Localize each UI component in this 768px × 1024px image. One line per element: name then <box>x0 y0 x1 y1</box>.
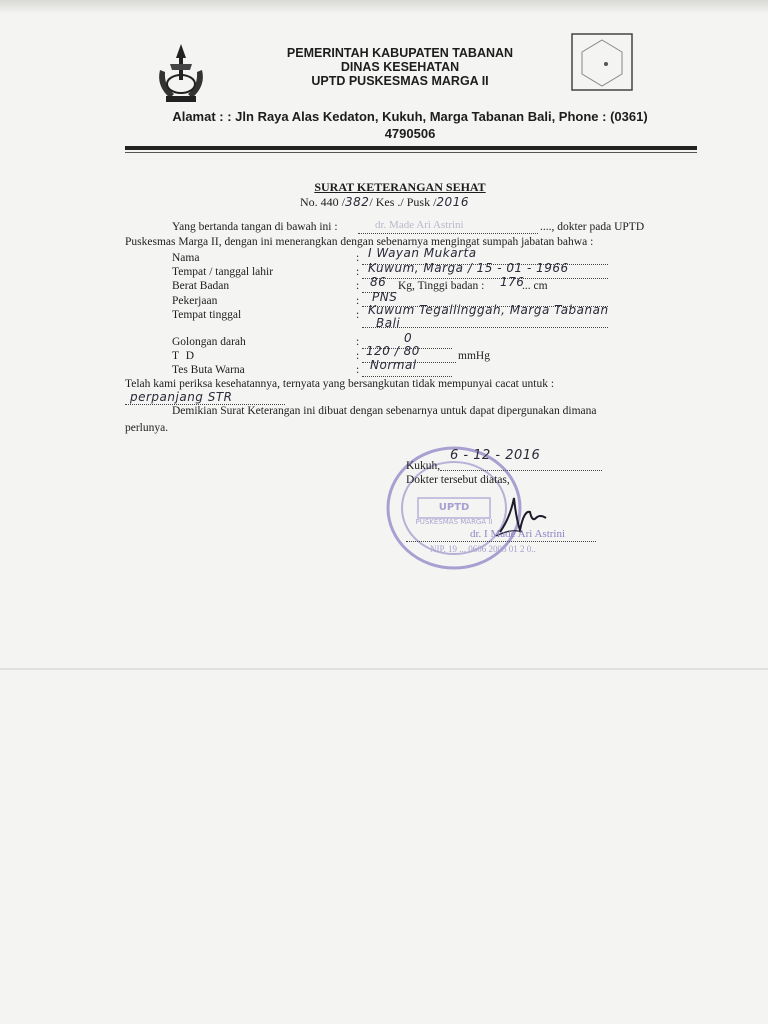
document-number <box>300 195 550 210</box>
letterhead-line-1: PEMERINTAH KABUPATEN TABANAN <box>286 46 514 60</box>
sign-name: dr. I Made Ari Astrini <box>470 528 566 540</box>
stamp-box-icon <box>570 32 634 92</box>
document-title: SURAT KETERANGAN SEHAT <box>314 180 486 194</box>
intro-end: ...., dokter pada UPTD <box>540 221 645 233</box>
letterhead-line-2: DINAS KESEHATAN <box>340 60 460 74</box>
td-value: 120 / 80 <box>366 344 420 358</box>
berat-label: Berat Badan <box>172 280 230 292</box>
berat-value: 86 <box>370 275 387 289</box>
pekerjaan-label: Pekerjaan <box>172 295 218 307</box>
buta-warna-value: Normal <box>370 358 417 372</box>
tempat-colon: : <box>356 309 360 321</box>
buta-warna-dots <box>362 376 452 377</box>
golongan-colon: : <box>356 336 360 348</box>
sign-date: 6 - 12 - 2016 <box>450 448 541 463</box>
berat-colon: : <box>356 280 360 292</box>
seal-ring-text: PUSKESMAS MARGA II <box>415 518 493 526</box>
address <box>120 108 700 142</box>
signer-faint: dr. Made Ari Astrini <box>375 219 464 231</box>
td-label: T D <box>172 350 196 362</box>
scan-page-edge <box>0 668 768 670</box>
intro-start: Yang bertanda tangan di bawah ini : <box>172 221 338 233</box>
signer-dots <box>358 233 538 234</box>
phone-line: 4790506 <box>384 126 436 141</box>
closing-line-1: Demikian Surat Keterangan ini dibuat dengan sebenarnya untuk dapat dipergunakan dimana <box>172 405 597 417</box>
pekerjaan-colon: : <box>356 295 360 307</box>
nama-value: I Wayan Mukarta <box>368 246 477 260</box>
golongan-value: 0 <box>404 331 413 345</box>
tempat-value-2: Bali <box>376 316 401 330</box>
ttl-dots <box>362 278 608 279</box>
purpose-value: perpanjang STR <box>130 390 233 404</box>
sign-nip: NIP. 19 ... 0606 2005 01 2 0.. <box>430 544 536 554</box>
sign-place: Kukuh, <box>406 460 441 472</box>
buta-warna-colon: : <box>356 364 360 376</box>
letterhead <box>250 46 550 88</box>
ttl-label: Tempat / tanggal lahir <box>172 266 274 278</box>
sign-name-dots <box>406 541 596 542</box>
tinggi-value: 176 <box>500 275 525 289</box>
nama-label: Nama <box>172 252 200 264</box>
tempat-label: Tempat tinggal <box>172 309 242 321</box>
header-rule-thin <box>125 152 697 153</box>
td-unit: mmHg <box>458 350 490 362</box>
nama-colon: : <box>356 252 360 264</box>
number-mid: / Kes ./ Pusk / <box>369 195 437 209</box>
sign-role: Dokter tersebut diatas, <box>406 474 510 486</box>
address-line: Alamat : : Jln Raya Alas Kedaton, Kukuh, Marga Tabanan Bali, Phone : (0361) <box>172 109 648 124</box>
regency-emblem-icon <box>150 40 212 106</box>
scan-top-shadow <box>0 0 768 14</box>
sign-date-dots <box>440 470 602 471</box>
berat-unit: Kg, Tinggi badan : <box>398 280 485 292</box>
tempat-dots <box>362 327 608 328</box>
golongan-label: Golongan darah <box>172 336 246 348</box>
header-rule-thick <box>125 146 697 150</box>
intro-line-2: Puskesmas Marga II, dengan ini menerangkan dengan sebenarnya mengingat sumpah jabatan bahwa : <box>125 236 594 248</box>
result-text: Telah kami periksa kesehatannya, ternyata yang bersangkutan tidak mempunyai cacat untuk : <box>125 378 555 390</box>
number-prefix: No. 440 / <box>300 195 345 209</box>
pekerjaan-value: PNS <box>372 290 398 304</box>
ttl-colon: : <box>356 266 360 278</box>
tinggi-unit: ... cm <box>522 280 548 292</box>
seal-center-text: UPTD <box>438 502 470 513</box>
closing-line-2: perlunya. <box>125 422 169 434</box>
td-colon: : <box>356 350 360 362</box>
buta-warna-label: Tes Buta Warna <box>172 364 245 376</box>
letterhead-line-3: UPTD PUSKESMAS MARGA II <box>311 74 489 88</box>
number-handwritten: 382 <box>345 195 370 209</box>
ttl-value: Kuwum, Marga / 15 - 01 - 1966 <box>368 261 569 275</box>
year-handwritten: 2016 <box>436 195 469 209</box>
tempat-value: Kuwum Tegallinggah, Marga Tabanan <box>368 303 609 317</box>
